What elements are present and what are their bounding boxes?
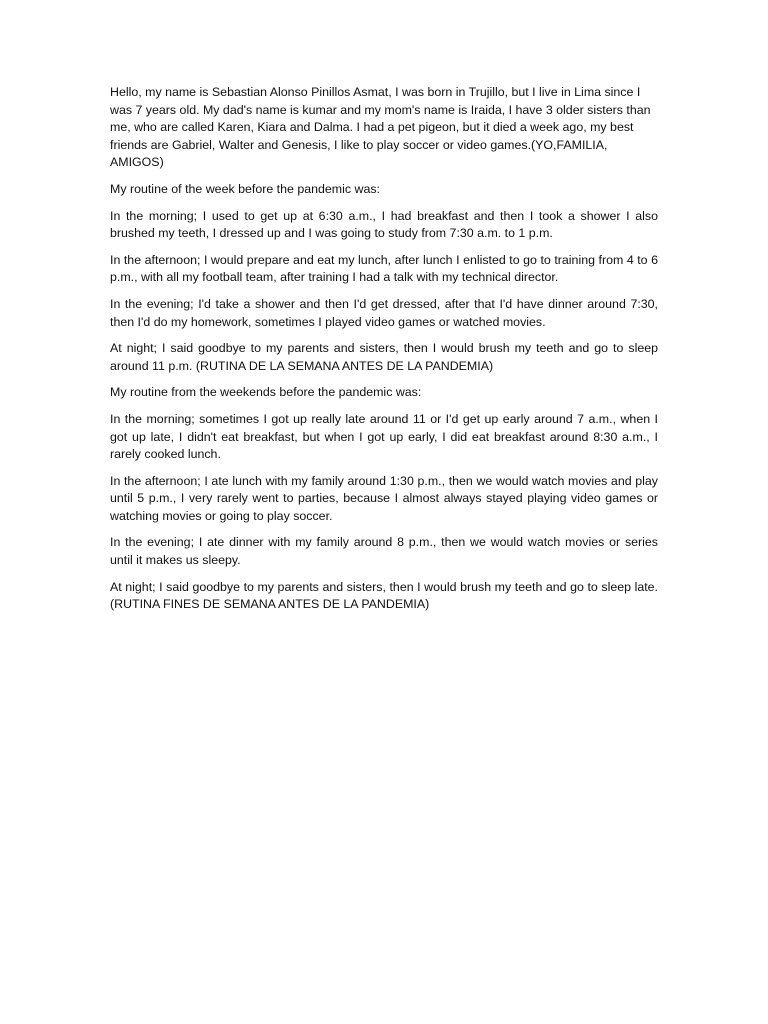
- document-body: [110, 84, 658, 623]
- paragraph-weekday-routine-heading: My routine of the week before the pandemic was:: [110, 181, 380, 196]
- paragraph-weekday-evening: In the evening; I'd take a shower and then I'd get dressed, after that I'd have dinner around 7:30, then I'd do my homework, sometimes I played video games or watched movies.: [110, 296, 658, 329]
- paragraph-weekday-afternoon: In the afternoon; I would prepare and eat my lunch, after lunch I enlisted to go to training from 4 to 6 p.m., with all my football team, after training I had a talk with my technical director.: [110, 252, 658, 285]
- paragraph-weekend-afternoon: In the afternoon; I ate lunch with my family around 1:30 p.m., then we would watch movies and play until 5 p.m., I very rarely went to parties, because I almost always stayed playing video games or watching movies or going to play soccer.: [110, 473, 658, 523]
- paragraph-weekday-morning: In the morning; I used to get up at 6:30 a.m., I had breakfast and then I took a shower I also brushed my teeth, I dressed up and I was going to study from 7:30 a.m. to 1 p.m.: [110, 208, 658, 241]
- paragraph-weekend-evening: In the evening; I ate dinner with my family around 8 p.m., then we would watch movies or series until it makes us sleepy.: [110, 535, 658, 568]
- paragraph-weekend-routine-heading: My routine from the weekends before the pandemic was:: [110, 385, 422, 400]
- paragraph-weekday-night: At night; I said goodbye to my parents and sisters, then I would brush my teeth and go to sleep around 11 p.m. (RUTINA DE LA SEMANA ANTES DE LA PANDEMIA): [110, 341, 658, 373]
- paragraph-introduction: Hello, my name is Sebastian Alonso Pinillos Asmat, I was born in Trujillo, but I live in Lima since I was 7 years old. My dad's name is kumar and my mom's name is Iraida, I have 3 older sisters than me, who are called Karen, Kiara and Dalma. I had a pet pigeon, but it died a week ago, my best friends are Gabriel, Walter and Genesis, I like to play soccer or video games.(YO,FAMILIA, AMIGOS): [110, 85, 651, 170]
- paragraph-weekend-night: At night; I said goodbye to my parents and sisters, then I would brush my teeth and go to sleep late. (RUTINA FINES DE SEMANA ANTES DE LA PANDEMIA): [110, 579, 658, 612]
- paragraph-weekend-morning: In the morning; sometimes I got up really late around 11 or I'd get up early around 7 a.m., when I got up late, I didn't eat breakfast, but when I got up early, I did eat breakfast around 8:30 a.m., I rarely cooked lunch.: [110, 411, 658, 462]
